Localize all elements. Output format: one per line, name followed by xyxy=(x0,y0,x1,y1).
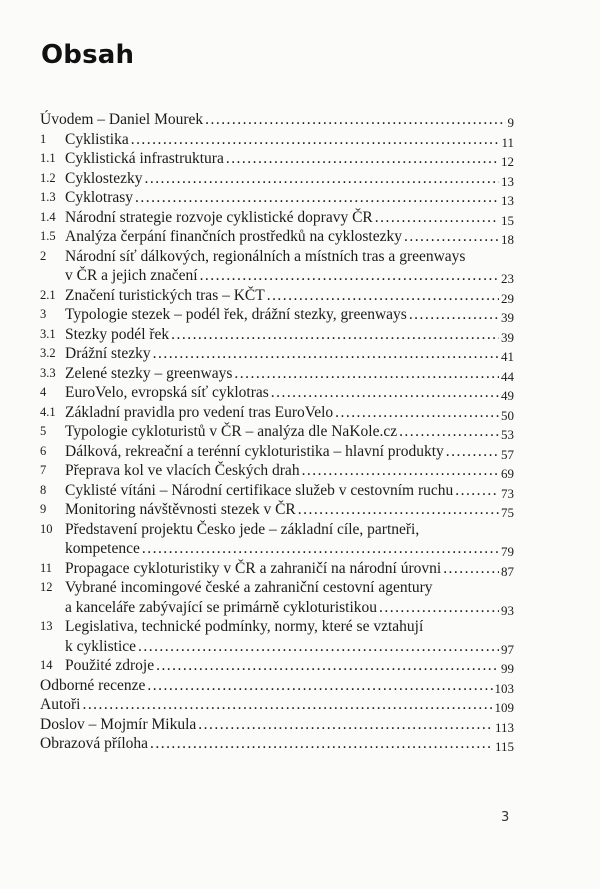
toc-entry xyxy=(40,383,514,403)
toc-entry-number: 2 xyxy=(40,248,47,263)
toc-entry-page: 13 xyxy=(501,193,514,208)
toc-entry-title: Analýza čerpání finančních prostředků na cyklostezky xyxy=(65,228,402,245)
toc-entry-page: 75 xyxy=(501,505,514,520)
toc-entry-number: 5 xyxy=(40,424,47,438)
toc-entry-number: 2.1 xyxy=(40,287,56,302)
toc-entry-page: 23 xyxy=(501,271,514,286)
toc-entry-number: 3.2 xyxy=(40,346,56,360)
toc-entry-page: 18 xyxy=(501,232,514,247)
toc-entry xyxy=(40,305,514,325)
toc-entry xyxy=(40,695,514,715)
toc-entry-number: 13 xyxy=(40,619,53,633)
toc-entry-number: 1.3 xyxy=(40,190,56,204)
toc-entry xyxy=(40,110,514,130)
toc-entry xyxy=(40,481,514,501)
toc-entry xyxy=(40,734,514,754)
toc-entry-title: Cyklistika xyxy=(65,130,129,148)
toc-entry-title: Vybrané incomingové české a zahraniční cestovní agentury xyxy=(65,579,433,596)
toc-entry-page: 97 xyxy=(501,641,514,657)
toc-entry-page: 41 xyxy=(501,349,514,364)
toc-entry-title: kompetence xyxy=(65,540,140,557)
toc-entry xyxy=(40,130,514,150)
toc-entry-number: 9 xyxy=(40,502,47,516)
toc-entry-title: k cyklistice xyxy=(65,637,137,655)
toc-entry-number: 4 xyxy=(40,385,47,399)
toc-entry-title: Značení turistických tras – KČT xyxy=(65,286,265,304)
toc-entry xyxy=(40,188,514,208)
toc-entry xyxy=(40,364,514,384)
toc-entry-title: Představení projektu Česko jede – základní cíle, partneři, xyxy=(65,520,420,538)
toc-entry-title: Dálková, rekreační a terénní cykloturistika – hlavní produkty xyxy=(65,442,444,460)
toc-entry xyxy=(40,559,514,579)
toc-entry-page: 50 xyxy=(501,407,514,423)
dot-leader xyxy=(142,539,499,559)
toc-entry-title: EuroVelo, evropská síť cyklotras xyxy=(65,384,269,401)
toc-entry-page: 93 xyxy=(501,602,514,618)
dot-leader xyxy=(226,149,499,169)
dot-leader xyxy=(271,383,499,403)
toc-entry-title: Cyklistická infrastruktura xyxy=(65,150,224,167)
toc-entry-title: Národní strategie rozvoje cyklistické dopravy ČR xyxy=(65,208,373,226)
toc-entry-title: Použité zdroje xyxy=(65,657,155,674)
toc-entry xyxy=(40,461,514,481)
toc-entry-number: 1.4 xyxy=(40,209,56,224)
dot-leader xyxy=(200,266,499,286)
dot-leader xyxy=(150,734,493,754)
dot-leader xyxy=(153,344,499,364)
toc-entry-page: 99 xyxy=(501,661,514,676)
toc-entry-page: 11 xyxy=(501,134,514,150)
toc-entry-page: 39 xyxy=(501,329,514,345)
toc-entry-title: Obrazová příloha xyxy=(40,735,149,752)
toc-entry-page: 87 xyxy=(501,563,514,579)
toc-entry-number: 12 xyxy=(40,580,53,594)
dot-leader xyxy=(171,325,499,345)
toc-entry-title: Autoři xyxy=(40,696,81,713)
toc-entry xyxy=(40,578,514,617)
toc-entry-number: 1.5 xyxy=(40,229,56,243)
toc-entry-page: 115 xyxy=(494,739,514,754)
dot-leader xyxy=(145,169,500,189)
toc-entry-number: 6 xyxy=(40,443,47,458)
toc-entry-number: 8 xyxy=(40,482,47,497)
dot-leader xyxy=(234,364,499,384)
toc-entry-title: Monitoring návštěvnosti stezek v ČR xyxy=(65,501,296,518)
toc-entry xyxy=(40,422,514,442)
toc-entry-page: 12 xyxy=(501,154,514,169)
toc-entry-title: a kanceláře zabývající se primárně cykloturistikou xyxy=(65,598,378,616)
toc-entry xyxy=(40,715,514,735)
toc-entry-number: 14 xyxy=(40,658,53,672)
dot-leader xyxy=(198,715,493,735)
toc-entry xyxy=(40,325,514,345)
toc-entry xyxy=(40,169,514,189)
dot-leader xyxy=(82,695,492,715)
toc-entry-title: Základní pravidla pro vedení tras EuroVelo xyxy=(65,403,334,421)
toc-entry-page: 39 xyxy=(501,310,514,325)
toc-entry-title: Cyklisté vítáni – Národní certifikace služeb v cestovním ruchu xyxy=(65,481,454,499)
dot-leader xyxy=(399,422,499,442)
dot-leader xyxy=(147,676,492,696)
toc-entry-number: 3.3 xyxy=(40,365,56,380)
toc-entry xyxy=(40,520,514,559)
toc-entry-title: Úvodem – Daniel Mourek xyxy=(40,111,204,128)
toc-entry-number: 4.1 xyxy=(40,404,56,419)
toc-entry-page: 73 xyxy=(501,485,514,501)
toc-entry-page: 49 xyxy=(501,388,514,403)
toc-entry-title: Drážní stezky xyxy=(65,345,151,362)
dot-leader xyxy=(375,208,499,228)
toc-entry xyxy=(40,617,514,656)
toc-entry xyxy=(40,500,514,520)
toc-entry-page: 13 xyxy=(501,173,514,189)
dot-leader xyxy=(135,188,499,208)
toc-entry-page: 29 xyxy=(501,290,514,306)
toc-entry-title: Legislativa, technické podmínky, normy, které se vztahují xyxy=(65,618,424,635)
toc-entry-number: 1 xyxy=(40,131,47,146)
toc-entry-number: 1.2 xyxy=(40,170,56,185)
dot-leader xyxy=(446,442,499,462)
toc-entry xyxy=(40,227,514,247)
toc-entry-number: 1.1 xyxy=(40,151,56,165)
toc-entry-page: 109 xyxy=(494,700,514,715)
toc-entry xyxy=(40,403,514,423)
dot-leader xyxy=(379,598,499,618)
dot-leader xyxy=(302,461,499,481)
toc-entry-title: v ČR a jejich značení xyxy=(65,267,198,284)
dot-leader xyxy=(455,481,499,501)
toc-entry-number: 10 xyxy=(40,521,53,536)
table-of-contents xyxy=(40,110,514,754)
toc-entry-number: 11 xyxy=(40,560,53,575)
toc-entry-title: Stezky podél řek xyxy=(65,325,170,343)
toc-entry-page: 53 xyxy=(501,427,514,442)
toc-entry-page: 15 xyxy=(501,212,514,228)
dot-leader xyxy=(131,130,500,150)
toc-entry-number: 7 xyxy=(40,463,47,477)
toc-entry xyxy=(40,344,514,364)
page-title: Obsah xyxy=(41,40,135,70)
dot-leader xyxy=(138,637,499,657)
toc-entry xyxy=(40,149,514,169)
toc-entry xyxy=(40,247,514,286)
dot-leader xyxy=(267,286,499,306)
toc-entry-page: 69 xyxy=(501,466,514,481)
toc-entry-title: Národní síť dálkových, regionálních a místních tras a greenways xyxy=(65,247,466,265)
toc-entry-page: 44 xyxy=(501,368,514,384)
toc-entry xyxy=(40,656,514,676)
dot-leader xyxy=(409,305,499,325)
toc-entry-number: 3 xyxy=(40,307,47,321)
dot-leader xyxy=(205,110,505,130)
toc-entry-page: 103 xyxy=(494,680,514,696)
dot-leader xyxy=(404,227,499,247)
toc-entry-page: 57 xyxy=(501,446,514,462)
toc-entry xyxy=(40,676,514,696)
toc-entry xyxy=(40,286,514,306)
toc-entry-title: Zelené stezky – greenways xyxy=(65,364,233,382)
toc-entry-title: Přeprava kol ve vlacích Českých drah xyxy=(65,462,300,479)
dot-leader xyxy=(335,403,499,423)
toc-entry-title: Doslov – Mojmír Mikula xyxy=(40,715,197,733)
toc-entry-page: 79 xyxy=(501,544,514,559)
toc-entry-page: 9 xyxy=(507,115,514,130)
toc-entry-title: Propagace cykloturistiky v ČR a zahraničí na národní úrovni xyxy=(65,559,442,577)
dot-leader xyxy=(298,500,499,520)
toc-entry xyxy=(40,442,514,462)
toc-entry-title: Typologie stezek – podél řek, drážní stezky, greenways xyxy=(65,306,407,323)
toc-entry-title: Typologie cykloturistů v ČR – analýza dle NaKole.cz xyxy=(65,423,398,440)
toc-entry-page: 113 xyxy=(494,719,514,735)
dot-leader xyxy=(443,559,499,579)
toc-entry-title: Cyklostezky xyxy=(65,169,143,187)
toc-entry-title: Cyklotrasy xyxy=(65,189,134,206)
toc-entry-title: Odborné recenze xyxy=(40,676,146,694)
toc-entry xyxy=(40,208,514,228)
dot-leader xyxy=(156,656,499,676)
toc-entry-number: 3.1 xyxy=(40,326,56,341)
page-number: 3 xyxy=(501,810,510,825)
